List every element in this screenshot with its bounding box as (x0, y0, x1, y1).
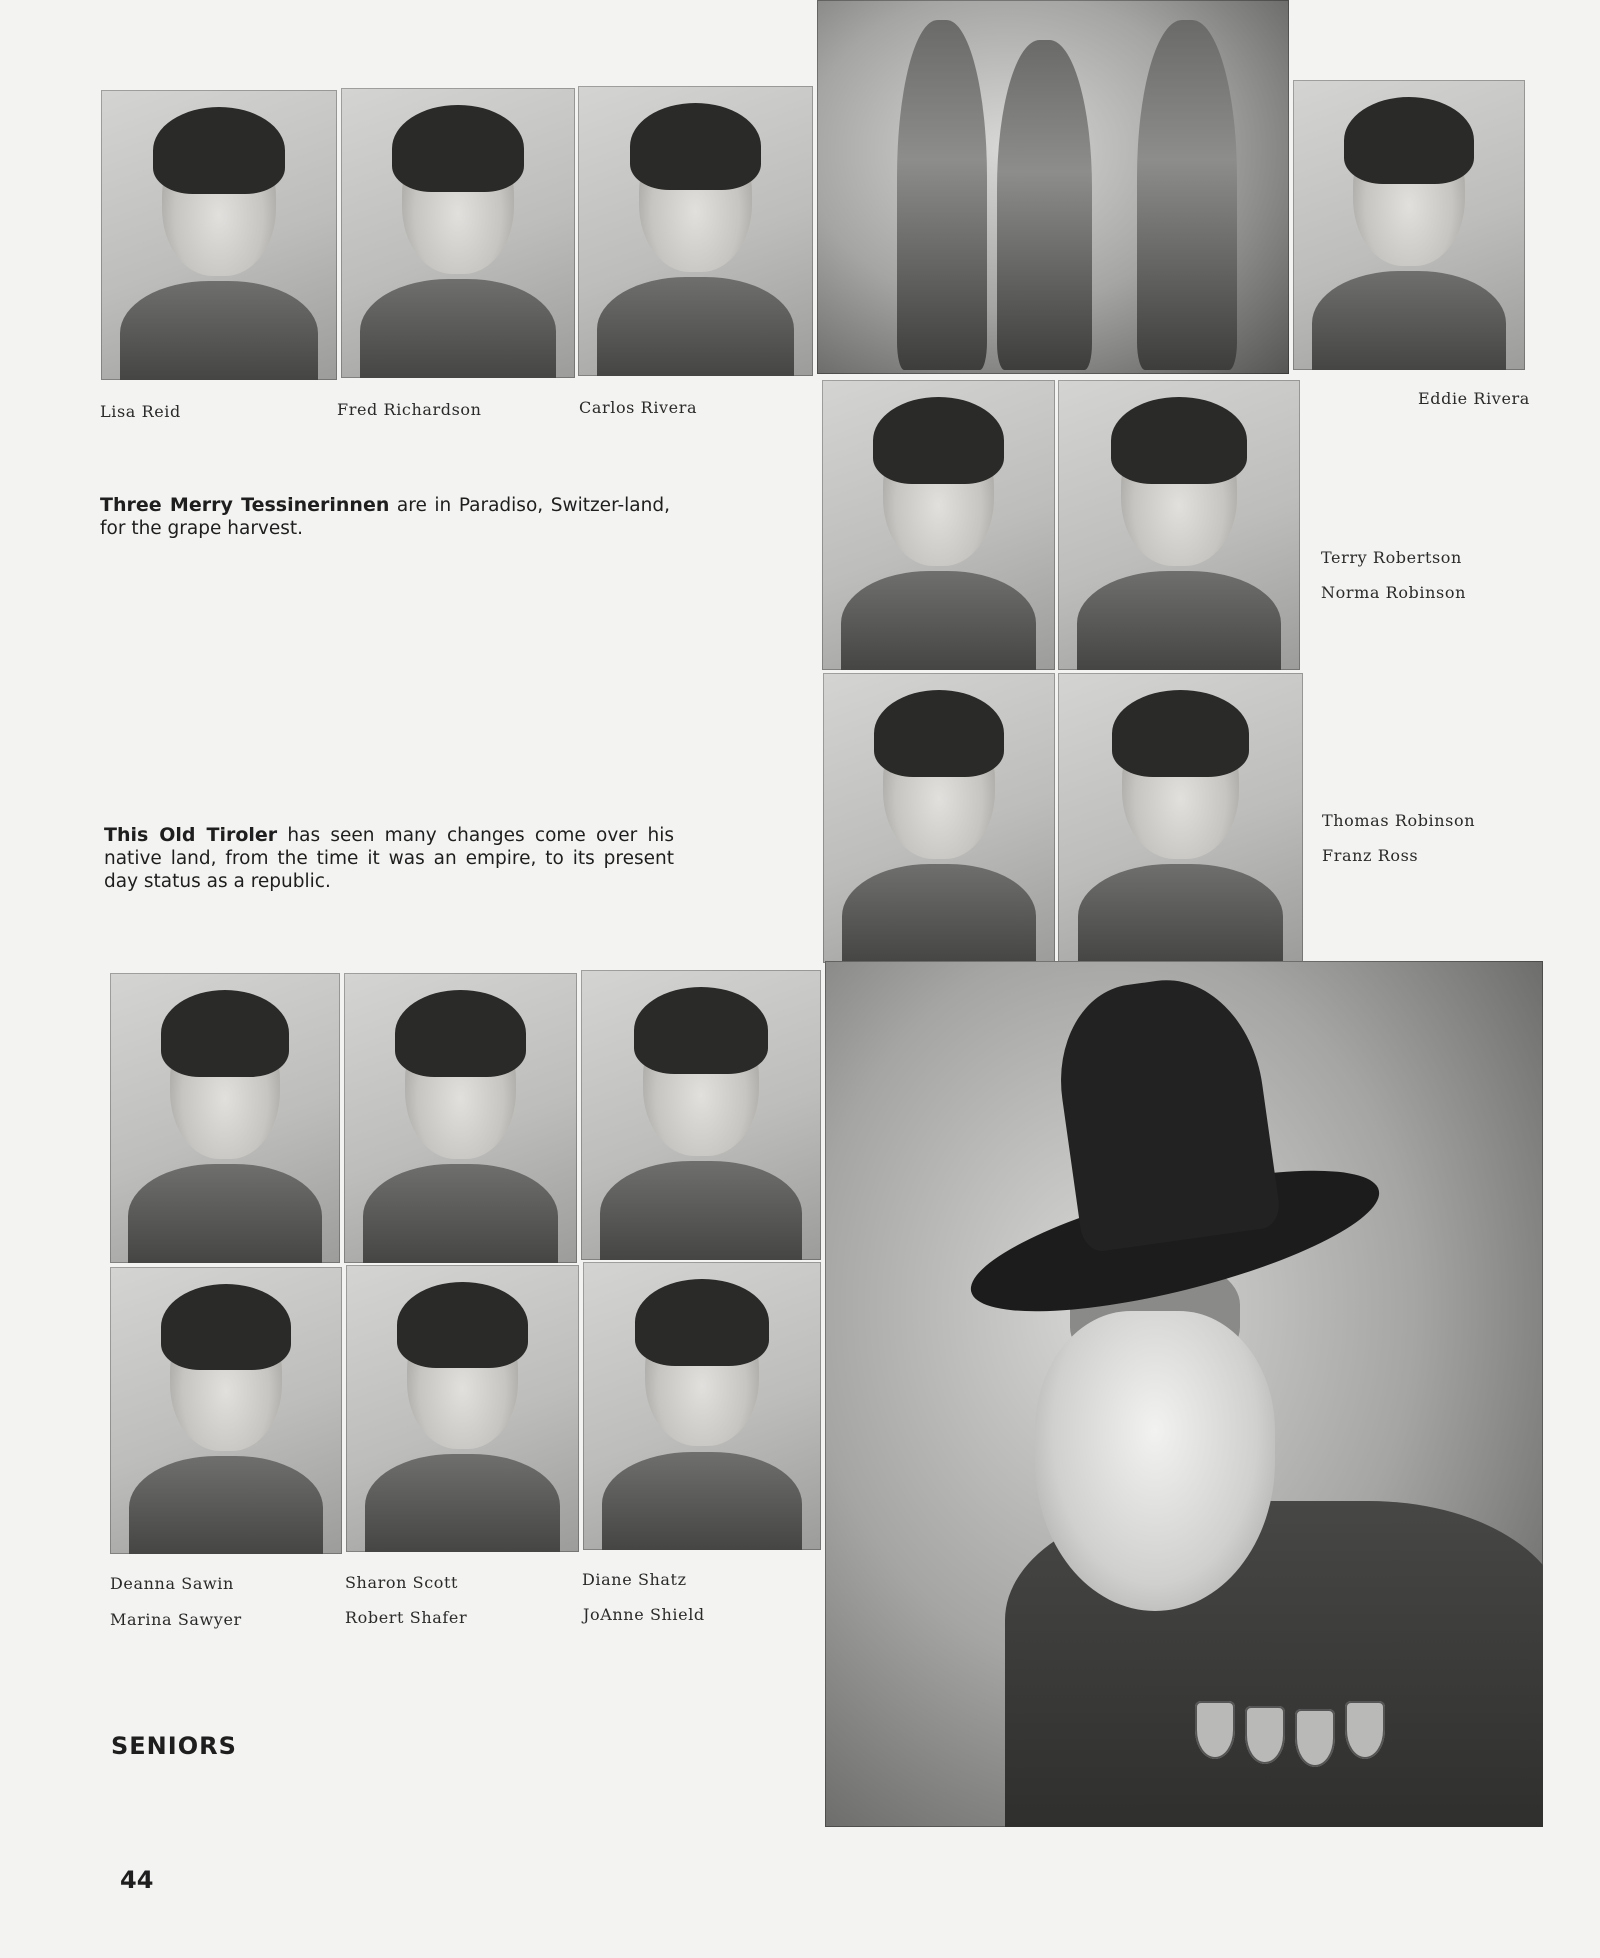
portrait-eddie-rivera (1293, 80, 1525, 370)
story-old-tiroler-lead: This Old Tiroler (104, 824, 278, 846)
caption-robert-shafer: Robert Shafer (345, 1608, 468, 1627)
caption-thomas-robinson: Thomas Robinson (1322, 811, 1476, 830)
story-old-tiroler (104, 824, 674, 893)
caption-norma-robinson: Norma Robinson (1321, 583, 1466, 602)
caption-carlos-rivera: Carlos Rivera (579, 398, 698, 417)
caption-eddie-rivera: Eddie Rivera (1418, 389, 1530, 408)
portrait-lisa-reid (101, 90, 337, 380)
caption-sharon-scott: Sharon Scott (345, 1573, 459, 1592)
portrait-marina-sawyer (110, 1267, 342, 1554)
story-tessinerinnen (100, 494, 670, 540)
portrait-carlos-rivera (578, 86, 813, 376)
story-old-tiroler-body: has seen many changes come over his native land, from the time it was an empire, to its present day status as a republic. (104, 825, 674, 892)
portrait-deanna-sawin (110, 973, 340, 1263)
section-label: SENIORS (111, 1732, 237, 1760)
caption-terry-robertson: Terry Robertson (1321, 548, 1462, 567)
portrait-diane-shatz (581, 970, 821, 1260)
caption-deanna-sawin: Deanna Sawin (110, 1574, 234, 1593)
caption-marina-sawyer: Marina Sawyer (110, 1610, 242, 1629)
portrait-sharon-scott (344, 973, 577, 1263)
portrait-franz-ross (1058, 673, 1303, 963)
caption-joanne-shield: JoAnne Shield (583, 1605, 705, 1624)
story-tessinerinnen-body: are in Paradiso, Switzer-land, for the grape harvest. (100, 495, 670, 539)
photo-old-tiroler (825, 961, 1543, 1827)
portrait-robert-shafer (346, 1265, 579, 1552)
portrait-joanne-shield (583, 1262, 821, 1550)
caption-franz-ross: Franz Ross (1322, 846, 1419, 865)
page-number: 44 (120, 1866, 154, 1894)
portrait-norma-robinson (1058, 380, 1300, 670)
portrait-fred-richardson (341, 88, 575, 378)
portrait-thomas-robinson (823, 673, 1055, 963)
story-tessinerinnen-lead: Three Merry Tessinerinnen (100, 494, 390, 516)
caption-diane-shatz: Diane Shatz (582, 1570, 687, 1589)
caption-fred-richardson: Fred Richardson (337, 400, 482, 419)
caption-lisa-reid: Lisa Reid (100, 402, 181, 421)
portrait-terry-robertson (822, 380, 1055, 670)
photo-three-merry-tessinerinnen (817, 0, 1289, 374)
